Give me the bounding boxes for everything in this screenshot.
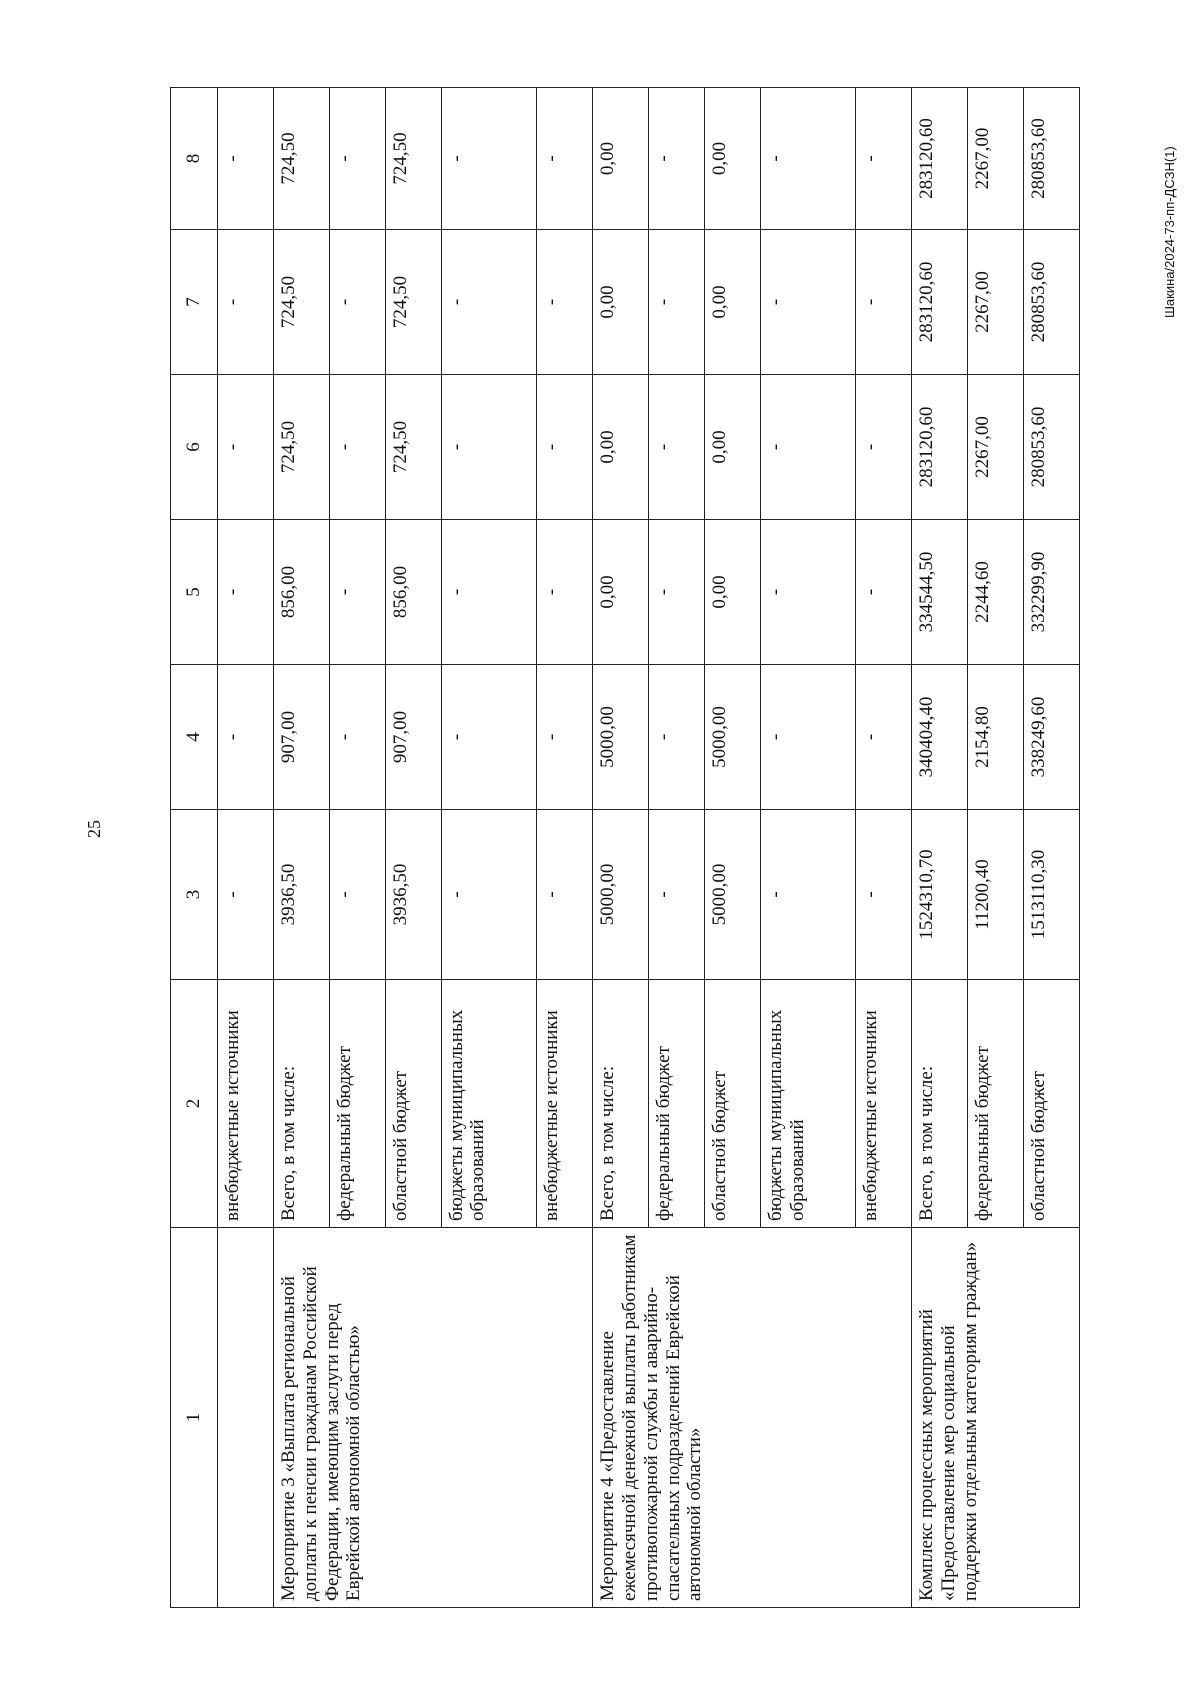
amount-cell: 11200,40 <box>968 810 1024 980</box>
amount-cell: - <box>856 88 912 230</box>
amount-cell: - <box>441 810 537 980</box>
amount-cell: - <box>218 665 274 810</box>
rotated-page <box>170 88 1080 1608</box>
amount-cell: - <box>648 520 704 665</box>
funding-source-cell: федеральный бюджет <box>648 980 704 1228</box>
amount-cell: - <box>648 375 704 520</box>
amount-cell: 907,00 <box>385 665 441 810</box>
page-number: 25 <box>84 820 104 838</box>
amount-cell: - <box>218 520 274 665</box>
funding-source-cell: областной бюджет <box>1023 980 1079 1228</box>
amount-cell: 0,00 <box>704 88 760 230</box>
funding-source-cell: Всего, в том числе: <box>273 980 329 1228</box>
amount-cell: - <box>329 230 385 375</box>
amount-cell: - <box>329 520 385 665</box>
amount-cell: 724,50 <box>273 375 329 520</box>
amount-cell: 283120,60 <box>912 230 968 375</box>
amount-cell: - <box>441 375 537 520</box>
amount-cell: - <box>537 810 593 980</box>
activity-cell-empty <box>218 1228 274 1608</box>
amount-cell: 338249,60 <box>1023 665 1079 810</box>
amount-cell: - <box>537 520 593 665</box>
funding-source-cell: областной бюджет <box>385 980 441 1228</box>
amount-cell: - <box>329 810 385 980</box>
column-header: 8 <box>171 88 218 230</box>
amount-cell: - <box>648 810 704 980</box>
amount-cell: - <box>760 230 856 375</box>
amount-cell: 856,00 <box>385 520 441 665</box>
amount-cell: 0,00 <box>593 230 649 375</box>
amount-cell: 283120,60 <box>912 88 968 230</box>
amount-cell: - <box>441 88 537 230</box>
amount-cell: 0,00 <box>593 520 649 665</box>
amount-cell: 2244,60 <box>968 520 1024 665</box>
funding-table <box>170 87 1080 1608</box>
amount-cell: 280853,60 <box>1023 375 1079 520</box>
table-row <box>273 88 329 1608</box>
amount-cell: - <box>760 665 856 810</box>
funding-source-cell: федеральный бюджет <box>968 980 1024 1228</box>
amount-cell: - <box>218 88 274 230</box>
amount-cell: - <box>537 375 593 520</box>
table-row <box>593 88 649 1608</box>
funding-source-cell: областной бюджет <box>704 980 760 1228</box>
amount-cell: 724,50 <box>385 88 441 230</box>
amount-cell: - <box>856 665 912 810</box>
amount-cell: - <box>537 665 593 810</box>
activity-title-cell: Мероприятие 3 «Выплата региональной доплаты к пенсии гражданам Российской Федерации, имеющим заслуги перед Еврейской автономной областью» <box>273 1228 592 1608</box>
table-row <box>218 88 274 1608</box>
amount-cell: - <box>218 375 274 520</box>
column-header: 6 <box>171 375 218 520</box>
amount-cell: - <box>329 375 385 520</box>
activity-title-cell: Комплекс процессных мероприятий «Предоставление мер социальной поддержки отдельным категориям граждан» <box>912 1228 1080 1608</box>
amount-cell: 856,00 <box>273 520 329 665</box>
amount-cell: 724,50 <box>273 88 329 230</box>
amount-cell: - <box>441 230 537 375</box>
amount-cell: 0,00 <box>593 375 649 520</box>
amount-cell: - <box>760 88 856 230</box>
amount-cell: - <box>441 520 537 665</box>
funding-source-cell: федеральный бюджет <box>329 980 385 1228</box>
amount-cell: 283120,60 <box>912 375 968 520</box>
amount-cell: - <box>537 88 593 230</box>
funding-source-cell: Всего, в том числе: <box>912 980 968 1228</box>
funding-source-cell: бюджеты муниципальных образований <box>441 980 537 1228</box>
amount-cell: 724,50 <box>385 375 441 520</box>
amount-cell: 5000,00 <box>704 665 760 810</box>
amount-cell: 1513110,30 <box>1023 810 1079 980</box>
amount-cell: 5000,00 <box>593 665 649 810</box>
amount-cell: - <box>218 230 274 375</box>
column-header: 1 <box>171 1228 218 1608</box>
amount-cell: - <box>218 810 274 980</box>
amount-cell: 0,00 <box>704 520 760 665</box>
header-row <box>171 88 218 1608</box>
amount-cell: 334544,50 <box>912 520 968 665</box>
amount-cell: - <box>856 520 912 665</box>
amount-cell: 3936,50 <box>385 810 441 980</box>
amount-cell: 332299,90 <box>1023 520 1079 665</box>
column-header: 4 <box>171 665 218 810</box>
amount-cell: 2154,80 <box>968 665 1024 810</box>
column-header: 3 <box>171 810 218 980</box>
column-header: 7 <box>171 230 218 375</box>
amount-cell: - <box>760 810 856 980</box>
amount-cell: - <box>648 230 704 375</box>
funding-source-cell: Всего, в том числе: <box>593 980 649 1228</box>
amount-cell: 280853,60 <box>1023 88 1079 230</box>
amount-cell: 0,00 <box>704 230 760 375</box>
funding-source-cell: внебюджетные источники <box>856 980 912 1228</box>
amount-cell: - <box>441 665 537 810</box>
amount-cell: 907,00 <box>273 665 329 810</box>
amount-cell: 2267,00 <box>968 88 1024 230</box>
funding-source-cell: бюджеты муниципальных образований <box>760 980 856 1228</box>
amount-cell: - <box>329 665 385 810</box>
column-header: 2 <box>171 980 218 1228</box>
amount-cell: - <box>760 375 856 520</box>
amount-cell: 5000,00 <box>704 810 760 980</box>
document-code: Шакина/2024-73-пп-ДСЗН(1) <box>1162 146 1177 318</box>
amount-cell: 1524310,70 <box>912 810 968 980</box>
funding-source-cell: внебюджетные источники <box>218 980 274 1228</box>
amount-cell: - <box>856 810 912 980</box>
activity-title-cell: Мероприятие 4 «Предоставление ежемесячной денежной выплаты работникам противопожарной службы и аварийно-спасательных подразделений Еврейской автономной области» <box>593 1228 912 1608</box>
amount-cell: 5000,00 <box>593 810 649 980</box>
amount-cell: 280853,60 <box>1023 230 1079 375</box>
amount-cell: - <box>648 665 704 810</box>
amount-cell: - <box>856 375 912 520</box>
amount-cell: 0,00 <box>593 88 649 230</box>
amount-cell: 724,50 <box>273 230 329 375</box>
amount-cell: 724,50 <box>385 230 441 375</box>
amount-cell: - <box>648 88 704 230</box>
amount-cell: 3936,50 <box>273 810 329 980</box>
amount-cell: 0,00 <box>704 375 760 520</box>
funding-source-cell: внебюджетные источники <box>537 980 593 1228</box>
amount-cell: 2267,00 <box>968 230 1024 375</box>
amount-cell: - <box>329 88 385 230</box>
column-header: 5 <box>171 520 218 665</box>
amount-cell: 340404,40 <box>912 665 968 810</box>
amount-cell: - <box>537 230 593 375</box>
amount-cell: - <box>760 520 856 665</box>
amount-cell: - <box>856 230 912 375</box>
amount-cell: 2267,00 <box>968 375 1024 520</box>
table-row <box>912 88 968 1608</box>
